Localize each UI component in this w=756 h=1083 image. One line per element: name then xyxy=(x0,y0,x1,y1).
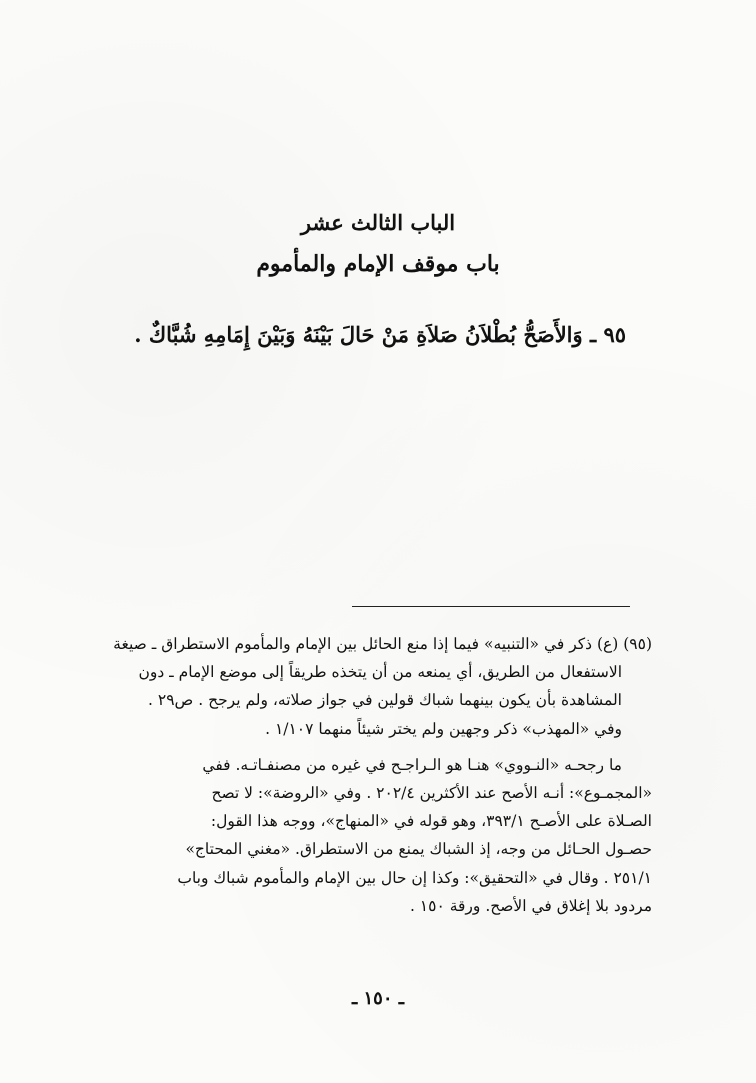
footnote-line: (٩٥) (ع) ذكر في «التنبيه» فيما إذا منع الحائل بين الإمام والمأموم الاستطراق ـ صيغة xyxy=(113,635,652,653)
footnote-continued xyxy=(92,751,652,920)
footnote-line: وفي «المهذب» ذكر وجهين ولم يختر شيئاً منهما ١/١٠٧ . xyxy=(265,719,622,738)
footnote-line: مردود بلا إغلاق في الأصح. ورقة ١٥٠ . xyxy=(409,896,652,915)
footnote-separator xyxy=(352,606,630,607)
footnote-95 xyxy=(92,630,652,743)
footnote-line: حصـول الحـائل من وجه، إذ الشباك يمنع من الاستطراق. «مغني المحتاج» xyxy=(185,840,652,859)
footnote-line: ٢٥١/١ . وقال في «التحقيق»: وكذا إن حال بين الإمام والمأموم شباك وباب xyxy=(177,868,652,887)
page-number: ـ ١٥٠ ـ xyxy=(351,988,405,1009)
footnote-line: ما رجحـه «النـووي» هنـا هو الـراجـح في غيره من مصنفـاتـه. ففي xyxy=(202,755,622,774)
chapter-subtitle: باب موقف الإمام والمأموم xyxy=(256,251,500,277)
rule-95-text: ٩٥ ـ وَالأَصَحُّ بُطْلاَنُ صَلاَةِ مَنْ حَالَ بَيْنَهُ وَبَيْنَ إِمَامِهِ شُبَّاكٌ . xyxy=(134,322,626,347)
footnote-line: الاستفعال من الطريق، أي يمنعه من أن يتخذه طريقاً إلى موضع الإمام ـ دون xyxy=(138,663,622,682)
footnote-line: المشاهدة بأن يكون بينهما شباك قولين في جواز صلاته، ولم يرجح . ص٢٩ . xyxy=(148,691,622,710)
footnote-line: «المجمـوع»: أنـه الأصح عند الأكثرين ٢٠٢/٤ . وفي «الروضة»: لا تصح xyxy=(211,783,652,802)
chapter-title: الباب الثالث عشر xyxy=(300,210,456,235)
footnotes-block xyxy=(92,630,652,920)
footnote-line: الصـلاة على الأصـح ٣٩٣/١، وهو قوله في «المنهاج»، ووجه هذا القول: xyxy=(210,812,652,831)
